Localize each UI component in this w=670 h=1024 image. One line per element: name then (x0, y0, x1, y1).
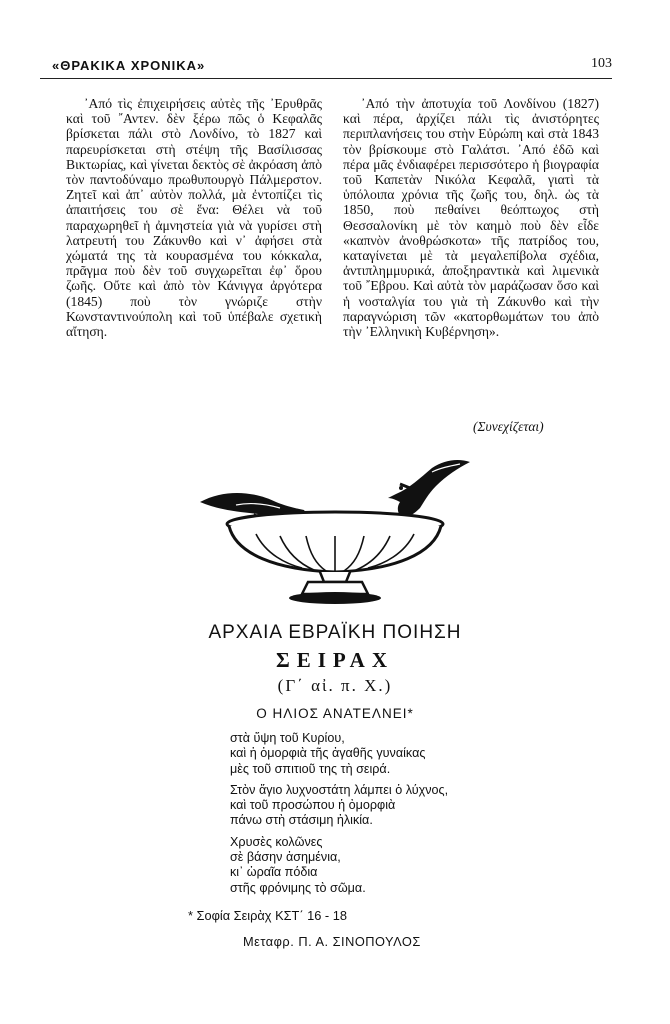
poem-date: (Γ΄ αἰ. π. Χ.) (277, 676, 393, 695)
article-paragraph-right: ᾿Από τὴν ἀποτυχία τοῦ Λονδίνου (1827) καὶ πέρα, ἀρχίζει πάλι τὶς ἀνιστόρητες περιπλανήσεις του στὴν Εὐρώπη καὶ στὰ 1843 τὸν βρίσκουμε στὸ Γαλάτσι. ᾿Από ἐδῶ καὶ πέρα μᾶς ἐνδιαφέρει περισσότερο ἡ βιογραφία τοῦ Καπετὰν Νικόλα Κεφαλᾶ, γιατὶ τὰ ὑπόλοιπα χρόνια τῆς ζωῆς του, δηλ. ὡς τὰ 1850, ποὺ πεθαίνει θεόπτωχος στὴ Θεσσαλονίκη μὲ τὸν καημὸ ποὺ δὲν εἶδε «καπνὸν ἀνοθρώσκοτα» τῆς πατρίδος του, καταγίνεται μὲ τὰ μεγαλεπίβολα σχέδια, ἀντιπλημμυρικά, ἀποξηραντικὰ καὶ λιμενικὰ τοῦ ῎Εβρου. Καὶ αὐτὰ τὸν μαράζωσαν ὅσο καὶ ἡ νοσταλγία του γιὰ τὴ Ζάκυνθο καὶ τὴν παραγνώριση τῶν «κατορθωμάτων του ἀπὸ τὴν ᾿Ελληνικὴ Κυβέρνηση». (343, 96, 599, 340)
poem-body (230, 731, 590, 902)
poem-stanza (230, 783, 590, 829)
continued-note: (Συνεχίζεται) (473, 419, 544, 434)
bird-fountain-icon (196, 458, 474, 610)
poem-line: Στὸν ἅγιο λυχνοστάτη λάμπει ὁ λύχνος, (230, 782, 449, 797)
translator-credit: Μεταφρ. Π. Α. ΣΙΝΟΠΟΥΛΟΣ (243, 934, 421, 949)
article-column-left (66, 96, 322, 339)
poem-line: στὰ ὕψη τοῦ Κυρίου, (230, 731, 345, 745)
poem-footnote: * Σοφία Σειρὰχ ΚΣΤ΄ 16 - 18 (188, 908, 347, 923)
header-rule (40, 78, 612, 79)
poem-stanza (230, 835, 590, 896)
poem-author: ΣΕΙΡΑΧ (276, 648, 394, 672)
running-title: «ΘΡΑΚΙΚΑ ΧΡΟΝΙΚΑ» (52, 58, 206, 73)
poem-line: κι᾿ ὡραῖα πόδια (230, 865, 318, 880)
poem-line: μὲς τοῦ σπιτιοῦ της τὴ σειρά. (230, 761, 391, 776)
poem-stanza (230, 731, 590, 777)
page-number: 103 (591, 56, 612, 71)
poem-line: στῆς φρόνιμης τὸ σῶμα. (230, 880, 366, 895)
poem-line: πάνω στὴ στάσιμη ἡλικία. (230, 813, 373, 828)
poem-heading: ΑΡΧΑΙΑ ΕΒΡΑΪΚΗ ΠΟΙΗΣΗ (208, 622, 462, 643)
poem-title: Ο ΗΛΙΟΣ ΑΝΑΤΕΛΝΕΙ* (256, 706, 414, 721)
article-paragraph-left: ᾿Από τὶς ἐπιχειρήσεις αὐτὲς τῆς ᾿Ερυθρᾶς καὶ τοῦ ῎Αντεν. δὲν ξέρω πῶς ὁ Κεφαλᾶς βρίσκεται πάλι στὸ Λονδίνο, τὸ 1827 καὶ παρευρίσκεται στὴ στέψη τῆς Βασίλισσας Βικτωρίας, καὶ γίνεται δεκτὸς σὲ ἀκρόαση ἀπὸ τὸν παντοδύναμο πρωθυπουργὸ Πάλμερστον. Ζητεῖ καὶ ἀπ᾿ αὐτὸν πολλά, μὰ ἐντοπίζει τὶς ἀπαιτήσεις του σὲ ἕνα: Θέλει νὰ τοῦ παραχωρηθεῖ ἡ ἀμνηστεία γιὰ νὰ γυρίσει στὴ λατρευτή του Ζάκυνθο καὶ ν᾿ ἀφήσει στὰ χώματά της τὰ κουρασμένα του κόκκαλα, πρᾶγμα ποὺ δὲν τοῦ συγχωρεῖται ἐφ᾿ ὅρου ζωῆς. Οὔτε καὶ ἀπὸ τὸν Κάνιγγα ἀργότερα (1845) ποὺ τὸν γνώριζε στὴν Κωνσταντινούπολη καὶ τοῦ ὑπέβαλε σχετικὴ αἴτηση. (66, 96, 322, 340)
poem-line: καὶ ἡ ὀμορφιὰ τῆς ἀγαθῆς γυναίκας (230, 746, 426, 761)
poem-line: σὲ βάσην ἀσημένια, (230, 850, 341, 865)
article-column-right (343, 96, 599, 339)
poem-line: καὶ τοῦ προσώπου ἡ ὀμορφιὰ (230, 798, 396, 813)
page-header (52, 56, 612, 78)
poem-line: Χρυσὲς κολῶνες (230, 834, 323, 849)
